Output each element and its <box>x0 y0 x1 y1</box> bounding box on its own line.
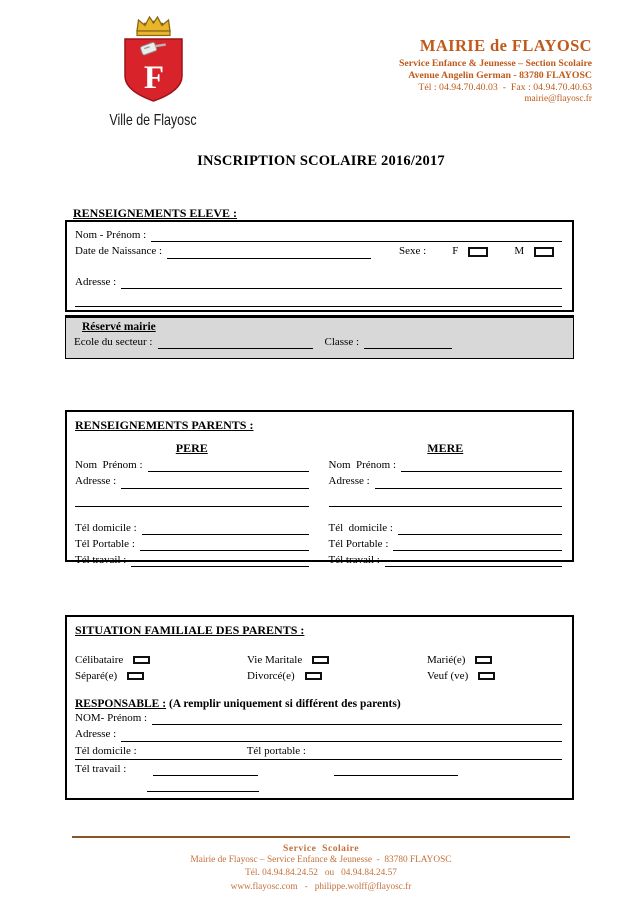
mere-adresse-field-2 <box>329 499 563 507</box>
pere-tel-domicile-field <box>142 523 309 535</box>
option-vie-maritale-label: Vie Maritale <box>247 654 303 666</box>
pere-tel-portable-field <box>140 539 309 551</box>
option-celibataire <box>75 654 247 666</box>
sexe-group <box>399 244 554 258</box>
pere-tel-portable-label: Tél Portable : <box>75 537 135 550</box>
pere-tel-travail-label: Tél travail : <box>75 554 127 567</box>
footer <box>0 836 642 894</box>
date-naissance-label: Date de Naissance : <box>75 245 163 258</box>
ecole-secteur-label: Ecole du secteur : <box>74 336 153 348</box>
classe-label: Classe : <box>324 336 360 348</box>
date-naissance-field <box>167 247 371 259</box>
eleve-box <box>65 220 574 312</box>
adresse-eleve-label: Adresse : <box>75 275 117 288</box>
marie-checkbox[interactable] <box>475 656 492 664</box>
shield-icon <box>125 38 182 101</box>
responsable-heading: RESPONSABLE : <box>75 698 167 710</box>
option-divorce <box>247 670 427 682</box>
option-marie <box>427 654 562 666</box>
pere-tel-domicile-label: Tél domicile : <box>75 521 137 534</box>
section-parents-heading: RENSEIGNEMENTS PARENTS : <box>75 418 254 432</box>
responsable-tel-domicile-label: Tél domicile : <box>75 744 137 757</box>
mere-adresse-field <box>375 477 562 489</box>
adresse-eleve-field <box>121 277 562 289</box>
responsable-nom-label: NOM- Prénom : <box>75 712 148 724</box>
option-vie-maritale <box>247 654 427 666</box>
mere-header: MERE <box>427 441 464 455</box>
nom-prenom-field <box>151 230 562 242</box>
section-situation <box>65 615 574 800</box>
nom-prenom-label: Nom - Prénom : <box>75 229 147 241</box>
mere-tel-portable-label: Tél Portable : <box>328 537 389 550</box>
parents-box <box>65 410 574 567</box>
ecole-secteur-field <box>158 337 313 349</box>
celibataire-checkbox[interactable] <box>133 656 150 664</box>
mere-tel-travail-label: Tél travail : <box>328 554 380 567</box>
header-contact-block <box>399 36 592 105</box>
veuf-checkbox[interactable] <box>478 672 495 680</box>
sexe-f-label: F <box>452 245 459 258</box>
responsable-extra-field-2 <box>147 782 259 792</box>
org-address: Avenue Angelin German - 83780 FLAYOSC <box>408 70 592 82</box>
responsable-adresse-field <box>121 730 562 742</box>
adresse-eleve-field-2 <box>75 299 562 307</box>
reserve-mairie-heading: Réservé mairie <box>82 321 156 333</box>
pere-adresse-field <box>121 477 308 489</box>
document-title: INSCRIPTION SCOLAIRE 2016/2017 <box>197 153 445 169</box>
mere-column <box>329 441 563 567</box>
situation-box <box>65 615 574 800</box>
divorce-checkbox[interactable] <box>305 672 322 680</box>
option-celibataire-label: Célibataire <box>75 654 124 666</box>
pere-tel-travail-field <box>131 555 308 567</box>
mere-tel-travail-field <box>385 555 562 567</box>
section-eleve-heading: RENSEIGNEMENTS ELEVE : <box>73 206 238 220</box>
pere-nom-label: Nom Prénom : <box>75 459 143 471</box>
org-phone-fax: Tél : 04.94.70.40.03 - Fax : 04.94.70.40.63 <box>418 82 592 93</box>
footer-address: Mairie de Flayosc – Service Enfance & Jeunesse - 83780 FLAYOSC <box>190 855 452 865</box>
footer-rule <box>72 836 570 838</box>
situation-heading: SITUATION FAMILIALE DES PARENTS : <box>75 623 305 637</box>
sexe-label: Sexe : <box>399 245 427 258</box>
responsable-heading-row <box>75 698 562 710</box>
option-veuf-label: Veuf (ve) <box>427 670 469 682</box>
pere-nom-field <box>148 460 309 472</box>
sexe-m-checkbox[interactable] <box>534 247 554 257</box>
classe-field <box>364 337 452 349</box>
footer-web-email: www.flayosc.com - philippe.wolff@flayosc.fr <box>230 881 412 892</box>
separe-checkbox[interactable] <box>127 672 144 680</box>
org-email: mairie@flayosc.fr <box>524 93 592 104</box>
footer-phones: Tél. 04.94.84.24.52 ou 04.94.84.24.57 <box>245 868 397 879</box>
situation-options <box>75 654 562 682</box>
reserve-mairie-box <box>65 315 574 359</box>
responsable-tel-portable-label: Tél portable : <box>246 744 306 757</box>
org-name: MAIRIE de FLAYOSC <box>419 36 592 55</box>
responsable-tel-travail-field <box>153 764 258 776</box>
mere-tel-domicile-label: Tél domicile : <box>328 521 393 534</box>
option-divorce-label: Divorcé(e) <box>247 670 295 682</box>
option-marie-label: Marié(e) <box>427 654 466 666</box>
mere-nom-label: Nom Prénom : <box>328 459 397 471</box>
responsable-nom-field <box>152 713 562 725</box>
pere-column <box>75 441 309 567</box>
mere-tel-domicile-field <box>398 523 562 535</box>
sexe-m-label: M <box>514 245 525 258</box>
option-separe-label: Séparé(e) <box>75 670 118 682</box>
logo-letter: F <box>143 60 165 96</box>
responsable-tel-travail-label: Tél travail : <box>75 762 127 775</box>
vie-maritale-checkbox[interactable] <box>312 656 329 664</box>
pere-header: PERE <box>175 441 208 455</box>
org-dept: Service Enfance & Jeunesse – Section Scolaire <box>398 58 592 70</box>
mere-tel-portable-field <box>393 539 562 551</box>
section-eleve <box>65 206 574 359</box>
logo-caption: Ville de Flayosc <box>109 112 197 129</box>
responsable-note: (A remplir uniquement si différent des parents) <box>166 698 401 710</box>
option-veuf <box>427 670 562 682</box>
mere-nom-field <box>401 460 562 472</box>
responsable-tel-row <box>75 744 562 760</box>
pere-adresse-field-2 <box>75 499 309 507</box>
city-logo <box>94 14 212 130</box>
responsable-extra-field-1 <box>334 764 458 776</box>
footer-service: Service Scolaire <box>283 843 359 854</box>
mere-adresse-label: Adresse : <box>328 475 370 488</box>
crown-icon <box>137 17 170 36</box>
sexe-f-checkbox[interactable] <box>468 247 488 257</box>
option-separe <box>75 670 247 682</box>
coat-of-arms-icon <box>97 14 209 106</box>
responsable-adresse-label: Adresse : <box>75 728 117 741</box>
pere-adresse-label: Adresse : <box>75 475 117 488</box>
section-parents <box>65 410 574 567</box>
responsable-tel-travail-row <box>75 762 562 776</box>
